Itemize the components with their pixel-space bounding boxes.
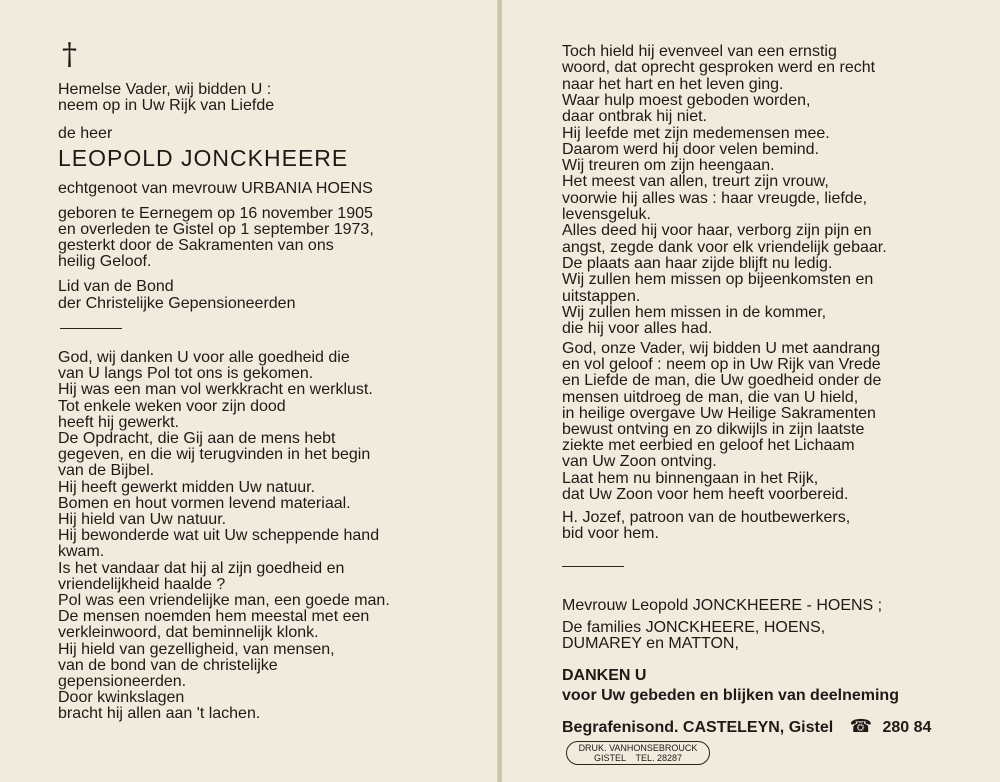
text-line: kwam. [58, 543, 105, 561]
thanks-text: voor Uw gebeden en blijken van deelneming [562, 687, 899, 704]
text-line: God, wij danken U voor alle goedheid die [58, 349, 350, 366]
text-line: daar ontbrak hij niet. [562, 108, 707, 126]
text-line: van de Bijbel. [58, 462, 155, 480]
text-line: Toch hield hij evenveel van een ernstig [562, 43, 837, 60]
deceased-name: LEOPOLD JONCKHEERE [58, 145, 349, 171]
divider [60, 328, 122, 329]
text-line: Wij zullen hem missen op bijeenkomsten en [562, 271, 874, 289]
printer-stamp [566, 741, 710, 765]
text-line: uitstappen. [562, 287, 641, 305]
text-line: Bomen en hout vormen levend materiaal. [58, 494, 351, 512]
phone-number: 280 84 [882, 719, 932, 736]
text-line: Alles deed hij voor haar, verborg zijn pijn en [562, 222, 872, 240]
text-line: Hij hield van gezelligheid, van mensen, [58, 640, 335, 658]
text-line: De mensen noemden hem meestal met een [58, 608, 370, 626]
phone-icon: ☎ [849, 716, 873, 736]
divider [562, 566, 624, 567]
text-line: De Opdracht, die Gij aan de mens hebt [58, 430, 336, 447]
printer-line: GISTEL TEL. 28287 [593, 752, 683, 763]
text-line: Tot enkele weken voor zijn dood [58, 397, 286, 415]
printer-line: DRUK. VANHONSEBROUCK [578, 743, 698, 753]
text-line: die hij voor alles had. [562, 320, 713, 338]
birth-line: en overleden te Gistel op 1 september 1973, [58, 221, 374, 238]
text-line: van de bond van de christelijke [58, 656, 278, 674]
text-line: Laat hem nu binnengaan in het Rijk, [562, 469, 819, 487]
honorific: de heer [58, 125, 113, 142]
spouse-line: echtgenoot van mevrouw URBANIA HOENS [58, 180, 373, 197]
text-line: Hij hield van Uw natuur. [58, 511, 227, 528]
membership-line: der Christelijke Gepensioneerden [58, 295, 296, 312]
text-line: Daarom werd hij door velen bemind. [562, 140, 820, 158]
text-line: heeft hij gewerkt. [58, 413, 179, 431]
undertaker [562, 718, 931, 736]
text-line: Het meest van allen, treurt zijn vrouw, [562, 173, 829, 191]
text-line: bracht hij allen aan 't lachen. [58, 705, 261, 723]
cross-icon: † [62, 37, 77, 72]
families-line: De families JONCKHEERE, HOENS, [562, 619, 826, 636]
membership-line: Lid van de Bond [58, 278, 174, 295]
text-line: Waar hulp moest geboden worden, [562, 91, 811, 109]
text-line: Wij zullen hem missen in de kommer, [562, 303, 827, 321]
text-line: verkleinwoord, dat beminnelijk klonk. [58, 624, 319, 642]
text-line: Hij heeft gewerkt midden Uw natuur. [58, 478, 316, 496]
prayer-line: Hemelse Vader, wij bidden U : [58, 81, 272, 98]
text-line: in heilige overgave Uw Heilige Sakramenten [562, 404, 876, 422]
text-line: gepensioneerden. [58, 673, 187, 690]
thanks-title: DANKEN U [562, 667, 647, 684]
text-line: vriendelijkheid haalde ? [58, 575, 226, 593]
birth-line: geboren te Eernegem op 16 november 1905 [58, 205, 373, 222]
text-line: van Uw Zoon ontving. [562, 453, 717, 471]
text-line: dat Uw Zoon voor hem heeft voorbereid. [562, 485, 849, 503]
text-line: bewust ontving en zo dikwijls in zijn laatste [562, 421, 865, 438]
birth-line: gesterkt door de Sakramenten van ons [58, 237, 334, 254]
text-line: Pol was een vriendelijke man, een goede man. [58, 592, 390, 609]
text-line: Is het vandaar dat hij al zijn goedheid en [58, 559, 345, 577]
text-line: woord, dat oprecht gesproken werd en recht [562, 59, 876, 77]
text-line: Wij treuren om zijn heengaan. [562, 157, 775, 175]
text-line: van U langs Pol tot ons is gekomen. [58, 365, 314, 383]
text-line: gegeven, en die wij terugvinden in het begin [58, 446, 371, 464]
right-page [502, 0, 1000, 782]
text-line: God, onze Vader, wij bidden U met aandrang [562, 340, 881, 357]
text-line: Hij was een man vol werkkracht en werklust. [58, 381, 373, 399]
text-line: angst, zegde dank voor elk vriendelijk gebaar. [562, 238, 887, 256]
text-line: naar het hart en het leven ging. [562, 75, 784, 93]
text-line: Hij bewonderde wat uit Uw scheppende hand [58, 527, 380, 545]
families-line: DUMAREY en MATTON, [562, 635, 739, 652]
text-line: De plaats aan haar zijde blijft nu ledig. [562, 254, 833, 272]
text-line: en Liefde de man, die Uw goedheid onder de [562, 372, 882, 390]
text-line: voorwie hij alles was : haar vreugde, liefde, [562, 189, 868, 207]
text-line: en vol geloof : neem op in Uw Rijk van Vrede [562, 356, 881, 374]
widow-line: Mevrouw Leopold JONCKHEERE - HOENS ; [562, 597, 883, 614]
patron-line: H. Jozef, patroon van de houtbewerkers, [562, 509, 851, 526]
birth-line: heilig Geloof. [58, 253, 152, 270]
text-line: Hij leefde met zijn medemensen mee. [562, 124, 830, 142]
patron-line: bid voor hem. [562, 525, 659, 542]
text-line: ziekte met eerbied en geloof het Lichaam [562, 437, 855, 455]
prayer-line: neem op in Uw Rijk van Liefde [58, 97, 275, 114]
undertaker-label: Begrafenisond. CASTELEYN, Gistel [562, 719, 834, 736]
text-line: Door kwinkslagen [58, 689, 185, 707]
text-line: mensen uitdroeg de man, die van U hield, [562, 388, 859, 406]
left-page [0, 0, 498, 782]
text-line: levensgeluk. [562, 206, 651, 223]
